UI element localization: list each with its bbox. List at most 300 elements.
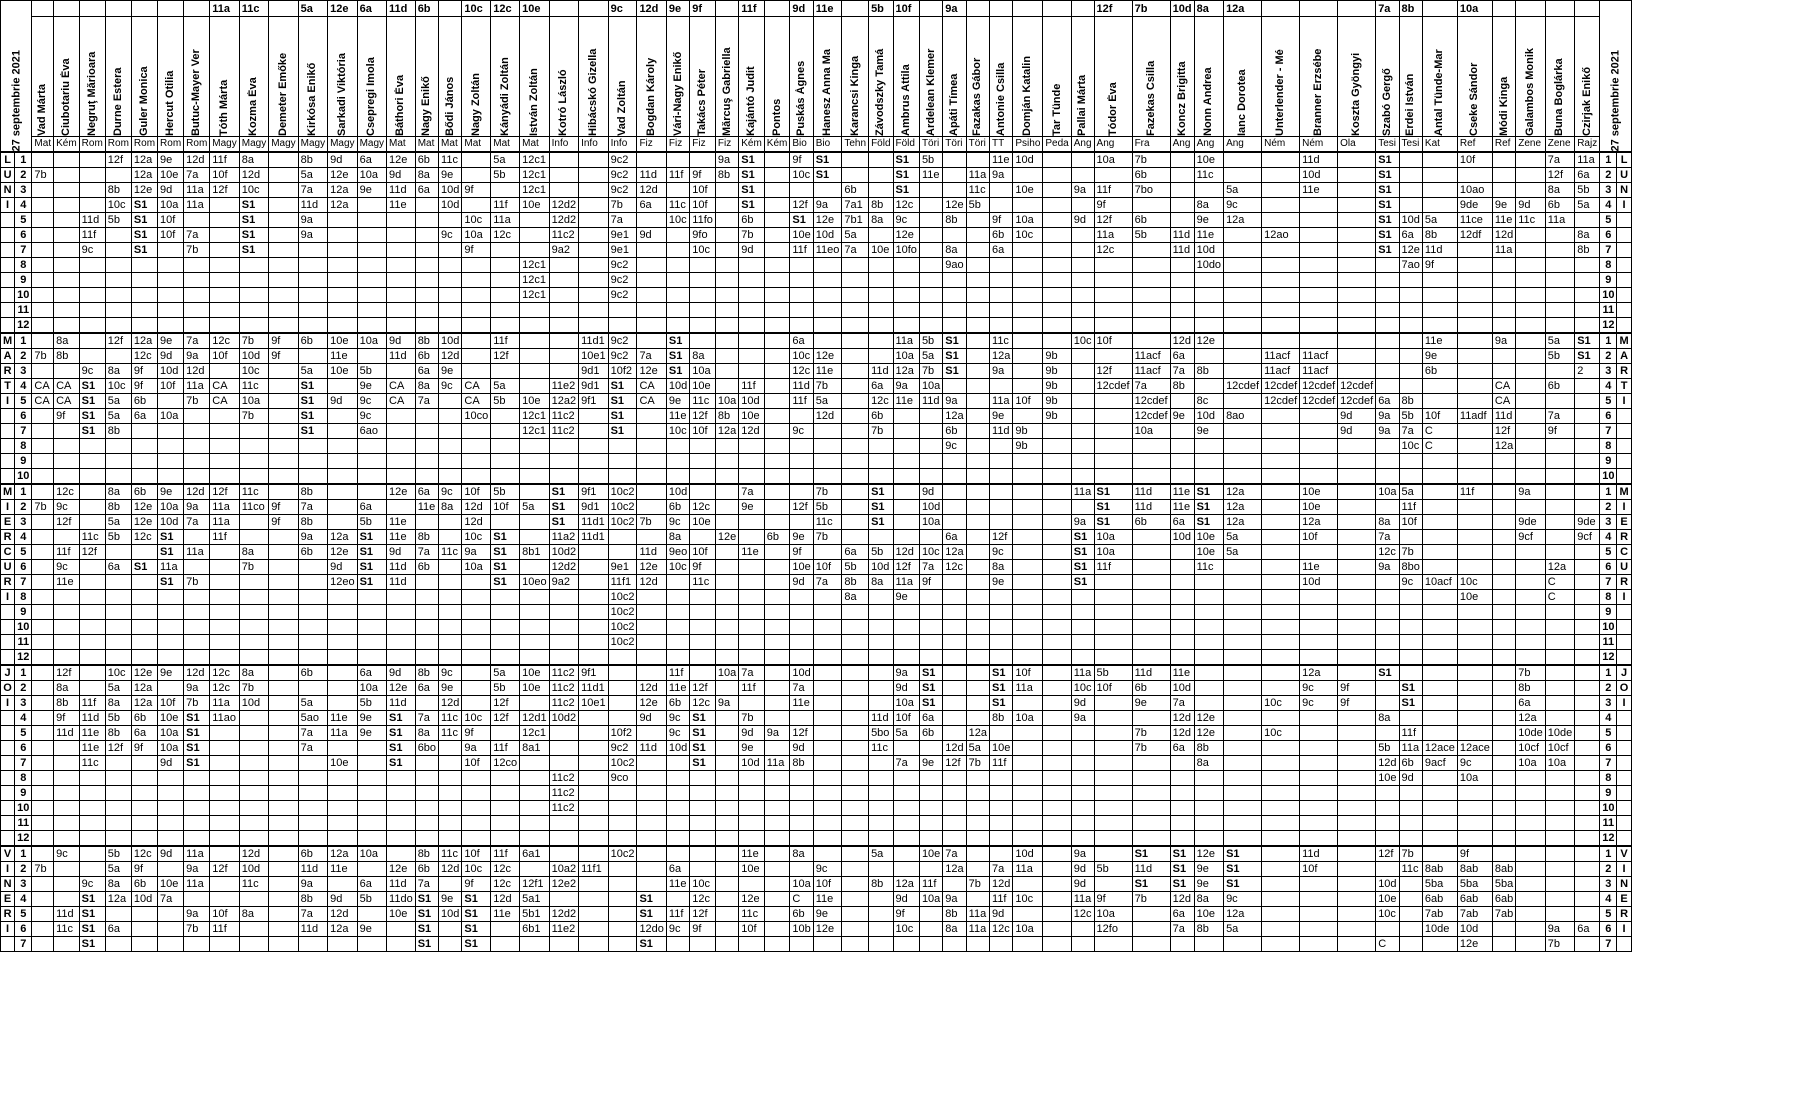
- schedule-cell: [1516, 605, 1545, 620]
- schedule-cell: [439, 786, 462, 801]
- schedule-cell: 9d: [387, 665, 416, 681]
- schedule-cell: [813, 816, 842, 831]
- schedule-cell: 10e: [520, 665, 549, 681]
- schedule-cell: 11e: [387, 530, 416, 545]
- schedule-cell: [1043, 620, 1071, 635]
- schedule-cell: [54, 303, 80, 318]
- schedule-cell: [842, 349, 869, 364]
- schedule-cell: [764, 771, 790, 786]
- schedule-cell: [764, 333, 790, 349]
- schedule-cell: 7a: [943, 846, 966, 862]
- schedule-cell: [184, 560, 210, 575]
- teacher-name: Koszta Gyöngyi: [1350, 52, 1363, 136]
- schedule-cell: [842, 469, 869, 485]
- day-letter-left: [1, 424, 15, 439]
- schedule-cell: [1013, 560, 1043, 575]
- schedule-cell: [813, 711, 842, 726]
- header-form-row: [1, 1, 1632, 17]
- schedule-cell: [1338, 152, 1376, 168]
- schedule-cell: [1516, 469, 1545, 485]
- teacher-header: [1194, 17, 1223, 137]
- schedule-cell: 9a: [1071, 183, 1094, 198]
- schedule-cell: 10d: [1013, 846, 1043, 862]
- schedule-cell: [1071, 937, 1094, 952]
- schedule-cell: 12c: [1071, 907, 1094, 922]
- schedule-cell: [813, 726, 842, 741]
- period-row: [1, 258, 1632, 273]
- schedule-cell: [1300, 273, 1338, 288]
- schedule-cell: [1492, 922, 1515, 937]
- schedule-cell: [764, 605, 790, 620]
- schedule-cell: [1043, 424, 1071, 439]
- schedule-cell: 10f: [158, 379, 184, 394]
- schedule-cell: [439, 741, 462, 756]
- period-number-right: 4: [1600, 379, 1617, 394]
- schedule-cell: [1132, 922, 1170, 937]
- schedule-cell: [158, 922, 184, 937]
- schedule-cell: 5a: [813, 394, 842, 409]
- schedule-cell: 12cdef: [1094, 379, 1132, 394]
- schedule-cell: 8a: [790, 846, 813, 862]
- teacher-header: [415, 17, 438, 137]
- period-number-left: 2: [15, 681, 32, 696]
- schedule-cell: [690, 439, 716, 454]
- teacher-subject: Ang: [1071, 137, 1094, 153]
- schedule-cell: 8b: [298, 515, 327, 530]
- period-number-right: 4: [1600, 530, 1617, 545]
- schedule-cell: [764, 364, 790, 379]
- schedule-cell: [1338, 741, 1376, 756]
- schedule-cell: 12d2: [549, 213, 578, 228]
- schedule-cell: [549, 605, 578, 620]
- schedule-cell: 9c2: [608, 152, 637, 168]
- schedule-cell: 11e: [790, 696, 813, 711]
- teacher-subject: Rom: [131, 137, 157, 153]
- schedule-cell: [239, 650, 268, 666]
- schedule-cell: [269, 560, 298, 575]
- schedule-cell: [813, 590, 842, 605]
- schedule-cell: 9d: [158, 756, 184, 771]
- schedule-cell: 9a: [184, 500, 210, 515]
- schedule-cell: 9c2: [608, 168, 637, 183]
- teacher-header: [869, 17, 893, 137]
- schedule-cell: 7b: [32, 862, 54, 877]
- schedule-cell: 12a: [328, 922, 357, 937]
- schedule-cell: [131, 469, 157, 485]
- schedule-cell: [1422, 273, 1457, 288]
- schedule-cell: [1422, 545, 1457, 560]
- schedule-cell: [1170, 183, 1194, 198]
- schedule-cell: 9f: [462, 877, 491, 892]
- teacher-subject: Rom: [79, 137, 105, 153]
- schedule-cell: [462, 439, 491, 454]
- day-letter-right: [1617, 605, 1631, 620]
- schedule-cell: [813, 801, 842, 816]
- schedule-cell: [32, 756, 54, 771]
- schedule-cell: 11d: [869, 711, 893, 726]
- period-number-left: 2: [15, 862, 32, 877]
- schedule-cell: [239, 439, 268, 454]
- schedule-cell: 10a: [357, 681, 386, 696]
- schedule-cell: [462, 333, 491, 349]
- schedule-cell: [637, 500, 666, 515]
- schedule-cell: [1575, 469, 1600, 485]
- schedule-cell: [1422, 846, 1457, 862]
- schedule-cell: [269, 801, 298, 816]
- schedule-cell: [869, 907, 893, 922]
- schedule-cell: [158, 862, 184, 877]
- schedule-cell: [298, 243, 327, 258]
- schedule-cell: [1575, 665, 1600, 681]
- schedule-cell: [462, 469, 491, 485]
- schedule-cell: [269, 711, 298, 726]
- schedule-cell: [1170, 801, 1194, 816]
- teacher-form-class: [1300, 1, 1338, 17]
- schedule-cell: [919, 907, 942, 922]
- schedule-cell: 9f: [919, 575, 942, 590]
- schedule-cell: [1338, 515, 1376, 530]
- schedule-cell: 12f1: [520, 877, 549, 892]
- schedule-cell: 11a: [210, 696, 239, 711]
- schedule-cell: [715, 756, 738, 771]
- schedule-cell: [387, 424, 416, 439]
- schedule-cell: [54, 213, 80, 228]
- schedule-cell: CA: [54, 379, 80, 394]
- schedule-cell: [1043, 756, 1071, 771]
- schedule-cell: [184, 318, 210, 334]
- schedule-cell: [1094, 711, 1132, 726]
- schedule-cell: 11e: [1300, 183, 1338, 198]
- schedule-cell: [764, 228, 790, 243]
- schedule-cell: [966, 831, 989, 847]
- teacher-form-class: 11f: [739, 1, 765, 17]
- schedule-cell: [462, 273, 491, 288]
- schedule-cell: [739, 333, 765, 349]
- schedule-cell: [357, 907, 386, 922]
- schedule-cell: S1: [131, 198, 157, 213]
- schedule-cell: [715, 892, 738, 907]
- schedule-cell: [919, 530, 942, 545]
- schedule-cell: [520, 530, 549, 545]
- schedule-cell: [1224, 575, 1262, 590]
- schedule-cell: 11e: [79, 741, 105, 756]
- schedule-cell: 5a: [105, 862, 131, 877]
- schedule-cell: 11f: [739, 681, 765, 696]
- schedule-cell: [184, 273, 210, 288]
- schedule-cell: [1262, 590, 1300, 605]
- schedule-cell: 12d: [328, 907, 357, 922]
- schedule-cell: 11e: [328, 349, 357, 364]
- schedule-cell: [690, 454, 716, 469]
- schedule-cell: [1399, 711, 1422, 726]
- schedule-cell: [1516, 846, 1545, 862]
- schedule-cell: 9e: [158, 333, 184, 349]
- teacher-name: Kotró László: [557, 69, 570, 136]
- schedule-cell: [579, 243, 608, 258]
- schedule-cell: [842, 605, 869, 620]
- schedule-cell: [842, 696, 869, 711]
- schedule-cell: [239, 816, 268, 831]
- schedule-cell: [131, 831, 157, 847]
- schedule-cell: [764, 922, 790, 937]
- schedule-cell: [462, 424, 491, 439]
- schedule-cell: [893, 484, 919, 500]
- schedule-cell: 10e: [520, 681, 549, 696]
- schedule-cell: 5a: [105, 409, 131, 424]
- schedule-cell: [608, 831, 637, 847]
- schedule-cell: [54, 937, 80, 952]
- schedule-cell: 9d: [1338, 424, 1376, 439]
- schedule-cell: [520, 454, 549, 469]
- schedule-cell: [1094, 258, 1132, 273]
- schedule-cell: [1516, 620, 1545, 635]
- schedule-cell: 9a: [184, 907, 210, 922]
- schedule-cell: CA: [387, 394, 416, 409]
- schedule-cell: [239, 424, 268, 439]
- schedule-cell: [269, 152, 298, 168]
- schedule-cell: 10e: [739, 409, 765, 424]
- schedule-cell: 11e: [415, 500, 438, 515]
- schedule-cell: [210, 273, 239, 288]
- schedule-cell: 7a: [790, 681, 813, 696]
- schedule-cell: [869, 152, 893, 168]
- schedule-cell: [357, 741, 386, 756]
- schedule-cell: 10f: [1013, 394, 1043, 409]
- schedule-cell: 12d: [239, 168, 268, 183]
- schedule-cell: 11c: [439, 846, 462, 862]
- schedule-cell: S1: [158, 575, 184, 590]
- schedule-cell: [579, 213, 608, 228]
- schedule-cell: [715, 515, 738, 530]
- schedule-cell: [1399, 273, 1422, 288]
- schedule-cell: 11e: [387, 515, 416, 530]
- day-letter-left: [1, 318, 15, 334]
- schedule-cell: S1: [1094, 484, 1132, 500]
- schedule-cell: [1575, 560, 1600, 575]
- schedule-cell: [1262, 801, 1300, 816]
- schedule-cell: 9e: [1132, 696, 1170, 711]
- schedule-cell: S1: [131, 228, 157, 243]
- schedule-cell: [842, 681, 869, 696]
- period-number-right: 7: [1600, 756, 1617, 771]
- schedule-cell: [690, 846, 716, 862]
- period-row: [1, 394, 1632, 409]
- schedule-cell: [966, 635, 989, 650]
- schedule-cell: [1170, 424, 1194, 439]
- schedule-cell: 5b: [813, 500, 842, 515]
- teacher-subject: Tesi: [1376, 137, 1399, 153]
- schedule-cell: [966, 937, 989, 952]
- schedule-cell: 7ab: [1457, 907, 1492, 922]
- schedule-cell: [462, 816, 491, 831]
- teacher-name: Csepregi Imola: [365, 57, 378, 136]
- schedule-cell: 11f1: [608, 575, 637, 590]
- schedule-cell: [415, 273, 438, 288]
- schedule-cell: [869, 831, 893, 847]
- schedule-cell: [1545, 484, 1574, 500]
- schedule-cell: [666, 605, 689, 620]
- schedule-cell: [1376, 635, 1399, 650]
- schedule-cell: [1170, 318, 1194, 334]
- schedule-cell: [869, 349, 893, 364]
- schedule-cell: [1262, 469, 1300, 485]
- schedule-cell: [131, 575, 157, 590]
- schedule-cell: [328, 771, 357, 786]
- schedule-cell: 9d: [790, 741, 813, 756]
- schedule-cell: [184, 831, 210, 847]
- schedule-cell: [328, 786, 357, 801]
- schedule-cell: [715, 500, 738, 515]
- period-number-right: 11: [1600, 816, 1617, 831]
- schedule-cell: 10acf: [1422, 575, 1457, 590]
- schedule-cell: 6a: [1376, 394, 1399, 409]
- schedule-cell: [637, 650, 666, 666]
- schedule-cell: 12a: [328, 530, 357, 545]
- day-letter-left: [1, 831, 15, 847]
- schedule-cell: [764, 394, 790, 409]
- schedule-cell: [1399, 635, 1422, 650]
- teacher-form-class: 10f: [893, 1, 919, 17]
- schedule-cell: 12co: [491, 756, 520, 771]
- period-number-right: 7: [1600, 575, 1617, 590]
- schedule-cell: [739, 771, 765, 786]
- schedule-cell: [715, 364, 738, 379]
- schedule-cell: [520, 590, 549, 605]
- schedule-cell: [1262, 439, 1300, 454]
- schedule-cell: 8b1: [520, 545, 549, 560]
- schedule-cell: 10a: [1132, 424, 1170, 439]
- schedule-cell: [184, 605, 210, 620]
- schedule-cell: [415, 303, 438, 318]
- schedule-cell: [184, 937, 210, 952]
- schedule-cell: [943, 937, 966, 952]
- schedule-cell: 11f: [666, 168, 689, 183]
- schedule-cell: 9d: [893, 681, 919, 696]
- schedule-cell: [210, 741, 239, 756]
- schedule-cell: [105, 801, 131, 816]
- schedule-cell: [1224, 605, 1262, 620]
- schedule-cell: 10c2: [608, 484, 637, 500]
- schedule-cell: S1: [79, 424, 105, 439]
- teacher-header: [919, 17, 942, 137]
- schedule-cell: 11e: [666, 409, 689, 424]
- schedule-cell: [1043, 786, 1071, 801]
- schedule-cell: [1013, 515, 1043, 530]
- schedule-cell: [131, 937, 157, 952]
- schedule-cell: [943, 711, 966, 726]
- schedule-cell: 10d: [1170, 530, 1194, 545]
- period-row: [1, 243, 1632, 258]
- schedule-cell: 5ba: [1457, 877, 1492, 892]
- schedule-cell: [1545, 515, 1574, 530]
- schedule-cell: 7b: [184, 394, 210, 409]
- schedule-cell: [842, 816, 869, 831]
- schedule-cell: 8ab: [1422, 862, 1457, 877]
- schedule-cell: [990, 484, 1013, 500]
- teacher-header: [387, 17, 416, 137]
- schedule-cell: [158, 288, 184, 303]
- schedule-cell: [943, 877, 966, 892]
- schedule-cell: 11a: [184, 183, 210, 198]
- schedule-cell: [1262, 152, 1300, 168]
- schedule-cell: [1170, 756, 1194, 771]
- schedule-cell: [239, 258, 268, 273]
- schedule-cell: [637, 258, 666, 273]
- schedule-cell: [579, 937, 608, 952]
- teacher-form-class: [1492, 1, 1515, 17]
- period-number-right: 3: [1600, 183, 1617, 198]
- schedule-cell: S1: [79, 907, 105, 922]
- schedule-cell: [919, 198, 942, 213]
- schedule-cell: [666, 786, 689, 801]
- period-number-left: 8: [15, 590, 32, 605]
- schedule-cell: [1094, 454, 1132, 469]
- day-letter-right: [1617, 771, 1631, 786]
- teacher-form-class: [269, 1, 298, 17]
- schedule-cell: 12d: [239, 846, 268, 862]
- teacher-form-class: [764, 1, 790, 17]
- schedule-cell: 11c2: [549, 665, 578, 681]
- schedule-cell: 5a: [919, 349, 942, 364]
- schedule-cell: [666, 816, 689, 831]
- schedule-cell: [549, 892, 578, 907]
- schedule-cell: 11adf: [1457, 409, 1492, 424]
- schedule-cell: [1194, 605, 1223, 620]
- day-letter-left: I: [1, 590, 15, 605]
- teacher-form-class: [990, 1, 1013, 17]
- schedule-cell: 9cf: [1516, 530, 1545, 545]
- schedule-cell: S1: [943, 364, 966, 379]
- schedule-cell: [269, 816, 298, 831]
- schedule-cell: [158, 439, 184, 454]
- schedule-cell: S1: [608, 409, 637, 424]
- schedule-cell: [943, 303, 966, 318]
- schedule-cell: 9c: [79, 364, 105, 379]
- schedule-cell: [1457, 364, 1492, 379]
- schedule-cell: [1013, 741, 1043, 756]
- schedule-cell: [79, 801, 105, 816]
- schedule-cell: [105, 469, 131, 485]
- schedule-cell: [239, 273, 268, 288]
- schedule-cell: 8b: [715, 409, 738, 424]
- schedule-cell: 5b: [1575, 183, 1600, 198]
- schedule-cell: [1457, 469, 1492, 485]
- schedule-cell: [790, 515, 813, 530]
- schedule-cell: 9d: [893, 892, 919, 907]
- schedule-cell: 12a: [328, 183, 357, 198]
- schedule-cell: [715, 862, 738, 877]
- schedule-cell: 9c: [79, 877, 105, 892]
- day-letter-left: [1, 816, 15, 831]
- schedule-cell: 12cdef: [1338, 394, 1376, 409]
- schedule-cell: [1013, 831, 1043, 847]
- schedule-cell: [1043, 816, 1071, 831]
- schedule-cell: 10a: [158, 198, 184, 213]
- teacher-name: Szabó Gergő: [1380, 68, 1393, 136]
- schedule-cell: [869, 786, 893, 801]
- teacher-header: [790, 17, 813, 137]
- schedule-cell: [158, 650, 184, 666]
- schedule-cell: 7a: [298, 907, 327, 922]
- schedule-cell: 12a: [893, 877, 919, 892]
- schedule-cell: [439, 816, 462, 831]
- schedule-cell: [54, 816, 80, 831]
- schedule-cell: 12a: [328, 846, 357, 862]
- schedule-cell: 11c: [690, 575, 716, 590]
- schedule-cell: [105, 303, 131, 318]
- schedule-cell: [415, 515, 438, 530]
- day-letter-left: [1, 726, 15, 741]
